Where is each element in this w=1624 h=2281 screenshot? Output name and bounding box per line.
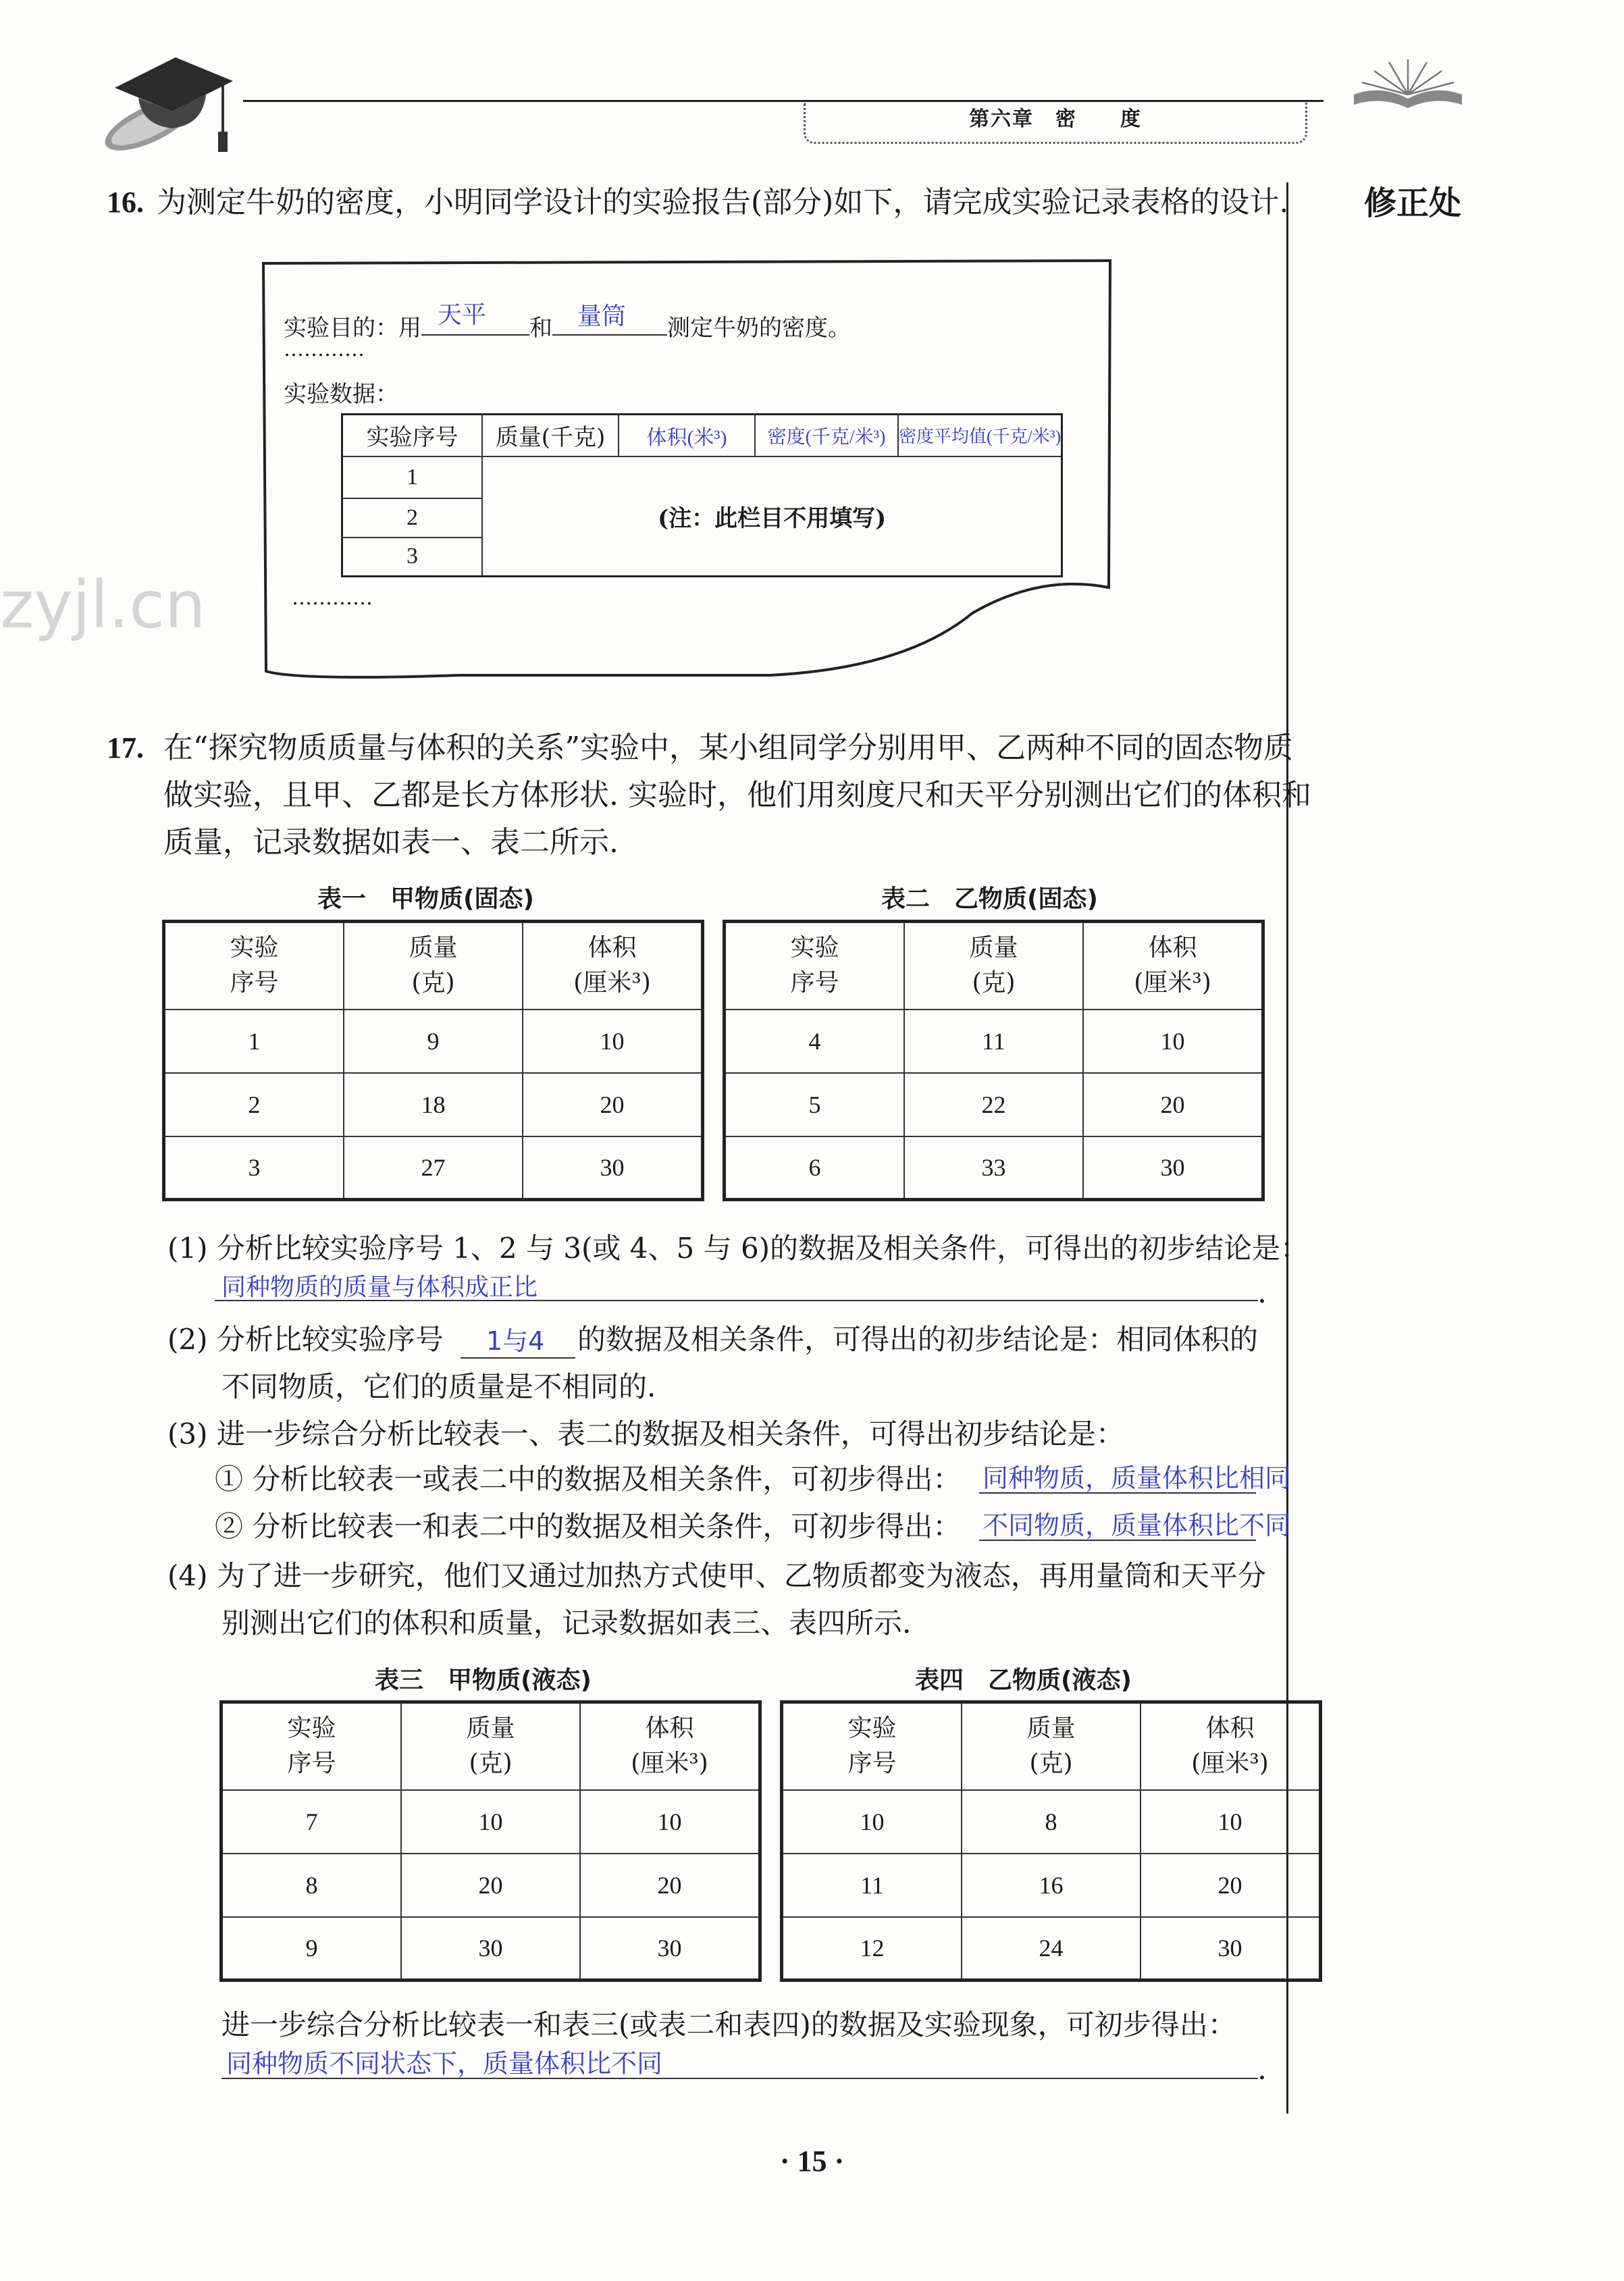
q16-answer-avg-density: 密度平均值(千克/米³) — [898, 415, 1062, 456]
table-cell: 30 — [1141, 1917, 1321, 1981]
q16-header-seq: 实验序号 — [342, 415, 483, 456]
table-cell: 24 — [962, 1917, 1141, 1981]
part2-prompt-b: 的数据及相关条件，可得出的初步结论是：相同体积的 — [577, 1323, 1259, 1356]
q17-stem-line1: 在“探究物质质量与体积的关系”实验中，某小组同学分别用甲、乙两种不同的固态物质 — [163, 731, 1293, 765]
correction-label: 修正处 — [1364, 184, 1462, 222]
table3 — [219, 1700, 762, 1982]
table-cell: 20 — [401, 1854, 580, 1917]
t3-h-seq: 实验 序号 — [221, 1702, 402, 1790]
table-cell: 11 — [782, 1854, 962, 1917]
t4-h-vol: 体积 (厘米³) — [1141, 1702, 1321, 1790]
table-cell: 8 — [221, 1854, 402, 1917]
final-prompt: 进一步综合分析比较表一和表三(或表二和表四)的数据及实验现象，可初步得出： — [221, 2008, 1236, 2041]
t4-h-mass: 质量 (克) — [962, 1702, 1141, 1790]
table-cell: 10 — [401, 1790, 580, 1854]
final-answer-line — [221, 2078, 1258, 2079]
part1-period: . — [1257, 1276, 1267, 1310]
ellipsis-2: ………… — [292, 586, 373, 610]
part3-2-prompt: ② 分析比较表一和表二中的数据及相关条件，可初步得出： — [215, 1510, 962, 1543]
part3-1-answer-line — [979, 1492, 1256, 1494]
table-cell: 10 — [580, 1790, 760, 1854]
table4-caption: 表四 乙物质(液态) — [915, 1667, 1132, 1694]
t1-h-mass: 质量 (克) — [344, 922, 523, 1010]
t1-h-vol: 体积 (厘米³) — [523, 922, 703, 1010]
t3-h-mass: 质量 (克) — [401, 1702, 580, 1790]
part4-prompt-b: 别测出它们的体积和质量，记录数据如表三、表四所示. — [221, 1606, 912, 1640]
table-cell: 3 — [164, 1136, 344, 1200]
table-cell: 16 — [962, 1854, 1141, 1917]
table1 — [162, 920, 704, 1201]
part3-1-answer: 同种物质，质量体积比相同 — [983, 1463, 1291, 1493]
part4-prompt-a: (4) 为了进一步研究，他们又通过加热方式使甲、乙物质都变为液态，再用量筒和天平分 — [167, 1559, 1266, 1592]
q16-row-1: 1 — [342, 456, 483, 498]
table-cell: 18 — [344, 1073, 523, 1136]
table-cell: 5 — [725, 1073, 905, 1136]
answer-tool2: 量筒 — [577, 303, 627, 330]
table-cell: 12 — [782, 1917, 962, 1981]
q17-stem-line3: 质量，记录数据如表一、表二所示. — [163, 825, 619, 860]
q16-row-3: 3 — [342, 538, 483, 577]
part1-answer-line — [215, 1300, 1258, 1301]
table-cell: 30 — [523, 1136, 703, 1200]
q17-number: 17. — [107, 731, 144, 764]
q16-stem: 为测定牛奶的密度，小明同学设计的实验报告(部分)如下，请完成实验记录表格的设计. — [157, 185, 1289, 219]
part3-1-prompt: ① 分析比较表一或表二中的数据及相关条件，可初步得出： — [215, 1463, 962, 1496]
table-cell: 10 — [782, 1790, 962, 1854]
table-cell: 9 — [344, 1010, 523, 1073]
table-cell: 10 — [1083, 1010, 1263, 1073]
q16-data-label: 实验数据： — [284, 381, 398, 408]
table-cell: 30 — [1083, 1136, 1263, 1200]
part1-answer: 同种物质的质量与体积成正比 — [221, 1274, 538, 1301]
table-cell: 10 — [1141, 1790, 1321, 1854]
table-cell: 10 — [523, 1010, 703, 1073]
final-answer: 同种物质不同状态下，质量体积比不同 — [226, 2049, 663, 2078]
table-cell: 33 — [904, 1136, 1083, 1200]
q16-number: 16. — [107, 186, 144, 219]
chapter-title: 第六章 密 度 — [969, 107, 1142, 131]
t1-h-seq: 实验 序号 — [164, 922, 344, 1010]
part2-prompt-a: (2) 分析比较实验序号 — [167, 1323, 444, 1356]
q16-row-2: 2 — [342, 498, 483, 538]
table-cell: 30 — [580, 1917, 760, 1981]
table-cell: 20 — [523, 1073, 703, 1136]
header-rule — [243, 100, 1324, 102]
ellipsis-1: ………… — [284, 338, 365, 361]
part2-answer: 1与4 — [486, 1326, 545, 1356]
answer-tool1: 天平 — [438, 301, 487, 329]
table2-caption: 表二 乙物质(固态) — [881, 885, 1098, 913]
graduation-cap-icon — [88, 41, 243, 155]
part2-prompt-c: 不同物质，它们的质量是不相同的. — [221, 1370, 656, 1403]
table-cell: 27 — [344, 1136, 523, 1200]
table-cell: 20 — [580, 1854, 760, 1917]
q16-header-mass: 质量(千克) — [482, 415, 619, 456]
chapter-banner — [804, 103, 1307, 144]
table-cell: 30 — [401, 1917, 580, 1981]
t2-h-seq: 实验 序号 — [725, 922, 905, 1010]
part2-answer-line — [461, 1357, 575, 1359]
table-cell: 2 — [164, 1073, 344, 1136]
table3-caption: 表三 甲物质(液态) — [375, 1667, 592, 1694]
t2-h-vol: 体积 (厘米³) — [1083, 922, 1263, 1010]
part1-prompt: (1) 分析比较实验序号 1、2 与 3(或 4、5 与 6)的数据及相关条件，可得出的初步结论是： — [167, 1232, 1309, 1265]
watermark: zyjl.cn — [0, 567, 206, 643]
table-cell: 4 — [725, 1010, 905, 1073]
q16-note: (注：此栏目不用填写) — [482, 456, 1062, 577]
table2 — [723, 920, 1265, 1201]
q16-answer-density: 密度(千克/米³) — [755, 415, 898, 456]
part3-2-answer: 不同物质，质量体积比不同 — [983, 1511, 1291, 1540]
table-cell: 9 — [221, 1917, 402, 1981]
table-cell: 11 — [904, 1010, 1083, 1073]
q17-stem-line2: 做实验，且甲、乙都是长方体形状. 实验时，他们用刻度尺和天平分别测出它们的体积和 — [163, 778, 1311, 812]
table1-caption: 表一 甲物质(固态) — [317, 885, 534, 913]
part3-prompt: (3) 进一步综合分析比较表一、表二的数据及相关条件，可得出初步结论是： — [167, 1417, 1124, 1450]
page-number: · 15 · — [779, 2145, 845, 2178]
table-cell: 20 — [1141, 1854, 1321, 1917]
q16-answer-volume: 体积(米³) — [619, 415, 755, 456]
table-cell: 20 — [1083, 1073, 1263, 1136]
table-cell: 1 — [164, 1010, 344, 1073]
table4 — [780, 1700, 1322, 1982]
table-cell: 7 — [221, 1790, 402, 1854]
table-cell: 22 — [904, 1073, 1083, 1136]
final-period: . — [1257, 2052, 1267, 2087]
t3-h-vol: 体积 (厘米³) — [580, 1702, 760, 1790]
t4-h-seq: 实验 序号 — [782, 1702, 962, 1790]
table-cell: 6 — [725, 1136, 905, 1200]
q16-purpose: 实验目的：用 和 测定牛奶的密度。 — [284, 315, 851, 342]
t2-h-mass: 质量 (克) — [904, 922, 1083, 1010]
q16-record-table — [341, 413, 1063, 577]
open-book-icon — [1347, 54, 1469, 111]
part3-2-answer-line — [979, 1540, 1256, 1541]
table-cell: 8 — [962, 1790, 1141, 1854]
